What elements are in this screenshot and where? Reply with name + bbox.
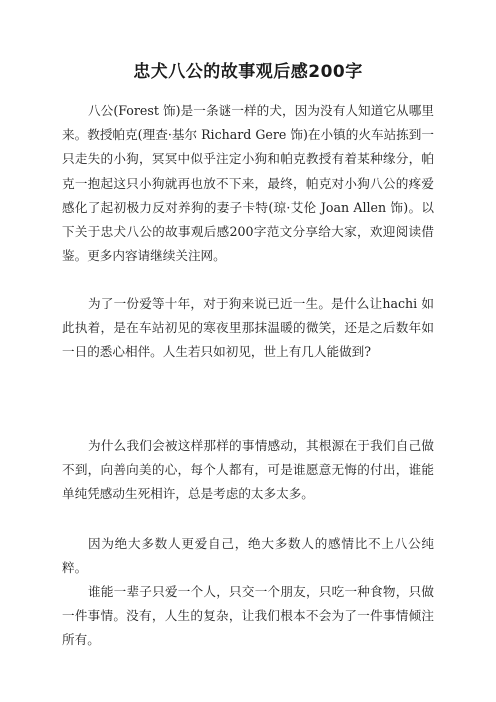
paragraph-body-1: 为了一份爱等十年，对于狗来说已近一生。是什么让hachi 如此执着，是在车站初见的寒夜里那抹温暖的微笑，还是之后数年如一日的悉心相伴。人生若只如初见，世上有几人能做到? (62, 296, 434, 360)
paragraph-body-2: 为什么我们会被这样那样的事情感动，其根源在于我们自己做不到，向善向美的心，每个人都有，可是谁愿意无悔的付出，谁能单纯凭感动生死相许，总是考虑的太多太多。 (62, 438, 434, 502)
document-title: 忠犬八公的故事观后感200字 (133, 62, 363, 82)
paragraph-body-4: 谁能一辈子只爱一个人，只交一个朋友，只吃一种食物，只做一件事情。没有，人生的复杂，让我们根本不会为了一件事情倾注所有。 (62, 584, 434, 648)
paragraph-intro: 八公(Forest 饰)是一条谜一样的犬，因为没有人知道它从哪里来。教授帕克(理查·基尔 Richard Gere 饰)在小镇的火车站拣到一只走失的小狗，冥冥中似乎注定小狗和帕克教授有着某种缘分，帕克一抱起这只小狗就再也放不下来，最终，帕克对小狗八公的疼爱感化了起初极力反对养狗的妻子卡特(琼·艾伦 Joan Allen 饰)。以下关于忠犬八公的故事观后感200字范文分享给大家，欢迎阅读借鉴。更多内容请继续关注网。 (62, 103, 434, 264)
paragraph-body-3: 因为绝大多数人更爱自己，绝大多数人的感情比不上八公纯粹。 (62, 536, 434, 576)
